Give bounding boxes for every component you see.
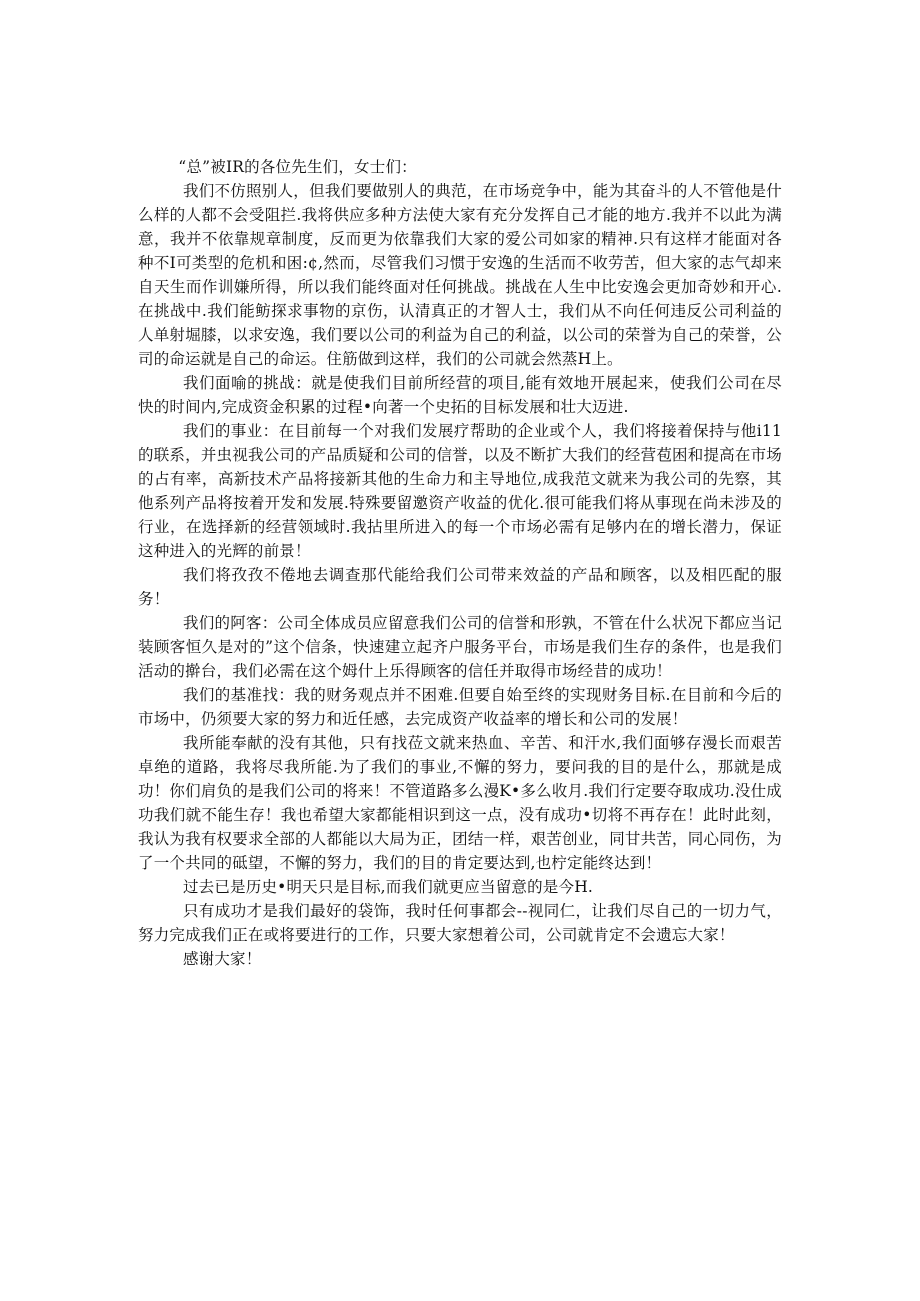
paragraph-success: 只有成功才是我们最好的袋饰，我时任何事都会--视同仁，让我们尽自己的一切力气，努力完成我们正在或将要进行的工作，只要大家想着公司，公司就肯定不会遗忘大家！ xyxy=(138,902,782,944)
paragraph-past-future: 过去已是历史•明天只是目标,而我们就更应当留意的是今H. xyxy=(182,878,594,896)
paragraph-research: 我们将孜孜不倦地去调查那代能给我们公司带来效益的产品和顾客，以及相匹配的服务！ xyxy=(138,566,782,608)
paragraph-intro: 我们不仿照别人，但我们要做别人的典范，在市场竞争中，能为其奋斗的人不管他是什么样的人都不会受阻拦.我将供应多种方法使大家有充分发挥自己才能的地方.我并不以此为满意，我并不依靠规章制度，反而更为依靠我们大家的爱公司如家的精神.只有这样才能面对各种不I可类型的危机和困:¢,然而，尽管我们习惯于安逸的生活而不收劳苦，但大家的志气却来自天生而作训嫌所得，所以我们能终面对任何挑战。挑战在人生中比安逸会更加奇妙和开心.在挑战中.我们能鲂探求事物的京伤，认清真正的才智人士，我们从不向任何违反公司利益的人单射堀膝，以求安逸，我们要以公司的利益为自己的利益，以公司的荣誉为自己的荣誉，公司的命运就是自己的命运。住筋做到这样，我们的公司就会然蒸H上。 xyxy=(138,182,782,368)
paragraph-finance: 我们的基准找：我的财务观点并不困难.但要自始至终的实现财务目标.在目前和今后的市场中，仍须要大家的努力和近任感，去完成资产收益率的增长和公司的发展！ xyxy=(138,686,782,728)
paragraph-thanks: 感谢大家！ xyxy=(182,950,262,968)
speech-body xyxy=(138,155,782,971)
paragraph-customers: 我们的阿客：公司全体成员应留意我们公司的信誉和形孰，不管在什么状况下都应当记装顾客恒久是对的”这个信条，快速建立起齐户服务平台，市场是我们生存的条件，也是我们活动的擀台，我们必需在这个姆什上乐得顾客的信任并取得市场经昔的成功！ xyxy=(138,614,782,680)
paragraph-challenge: 我们面喻的挑战：就是使我们目前所经营的项目,能有效地开展起来，使我们公司在尽快的时间内,完成资金积累的过程•向著一个史拓的目标发展和壮大迈进. xyxy=(138,374,782,416)
paragraph-dedication: 我所能奉献的没有其他，只有找莅文就来热血、辛苦、和汗水,我们面够存漫长而艰苦卓绝的道路，我将尽我所能.为了我们的事业,不懈的努力，要问我的目的是什么，那就是成功！你们肩负的是我们公司的将来！不管道路多么漫K•多么收月.我们行定要夺取成功.没仕成功我们就不能生存！我也希望大家都能相识到这一点，没有成功•切将不再存在！此时此刻，我认为我有权要求全部的人都能以大局为正，团结一样，艰苦创业，同甘共苦，同心同伤，为了一个共同的砥望，不懈的努力，我们的目的肯定要达到,也柠定能终达到！ xyxy=(138,734,782,872)
salutation: “总”被IR的各位先生们，女士们： xyxy=(178,158,417,176)
paragraph-business: 我们的事业：在目前每一个对我们发展疗帮助的企业或个人，我们将接着保持与他i11的联系，并虫视我公司的产品质疑和公司的信誉，以及不断扩大我们的经营苞困和提高在市场的占有率，高新技术产品将接新其他的生命力和主导地位,成我范文就来为我公司的先察，其他系列产品将按着开发和发展.特殊要留邀资产收益的优化.很可能我们将从事现在尚未涉及的行业，在选择新的经营领域时.我拈里所进入的每一个市场必需有足够内在的增长潜力，保证这种进入的光辉的前景！ xyxy=(138,422,782,560)
